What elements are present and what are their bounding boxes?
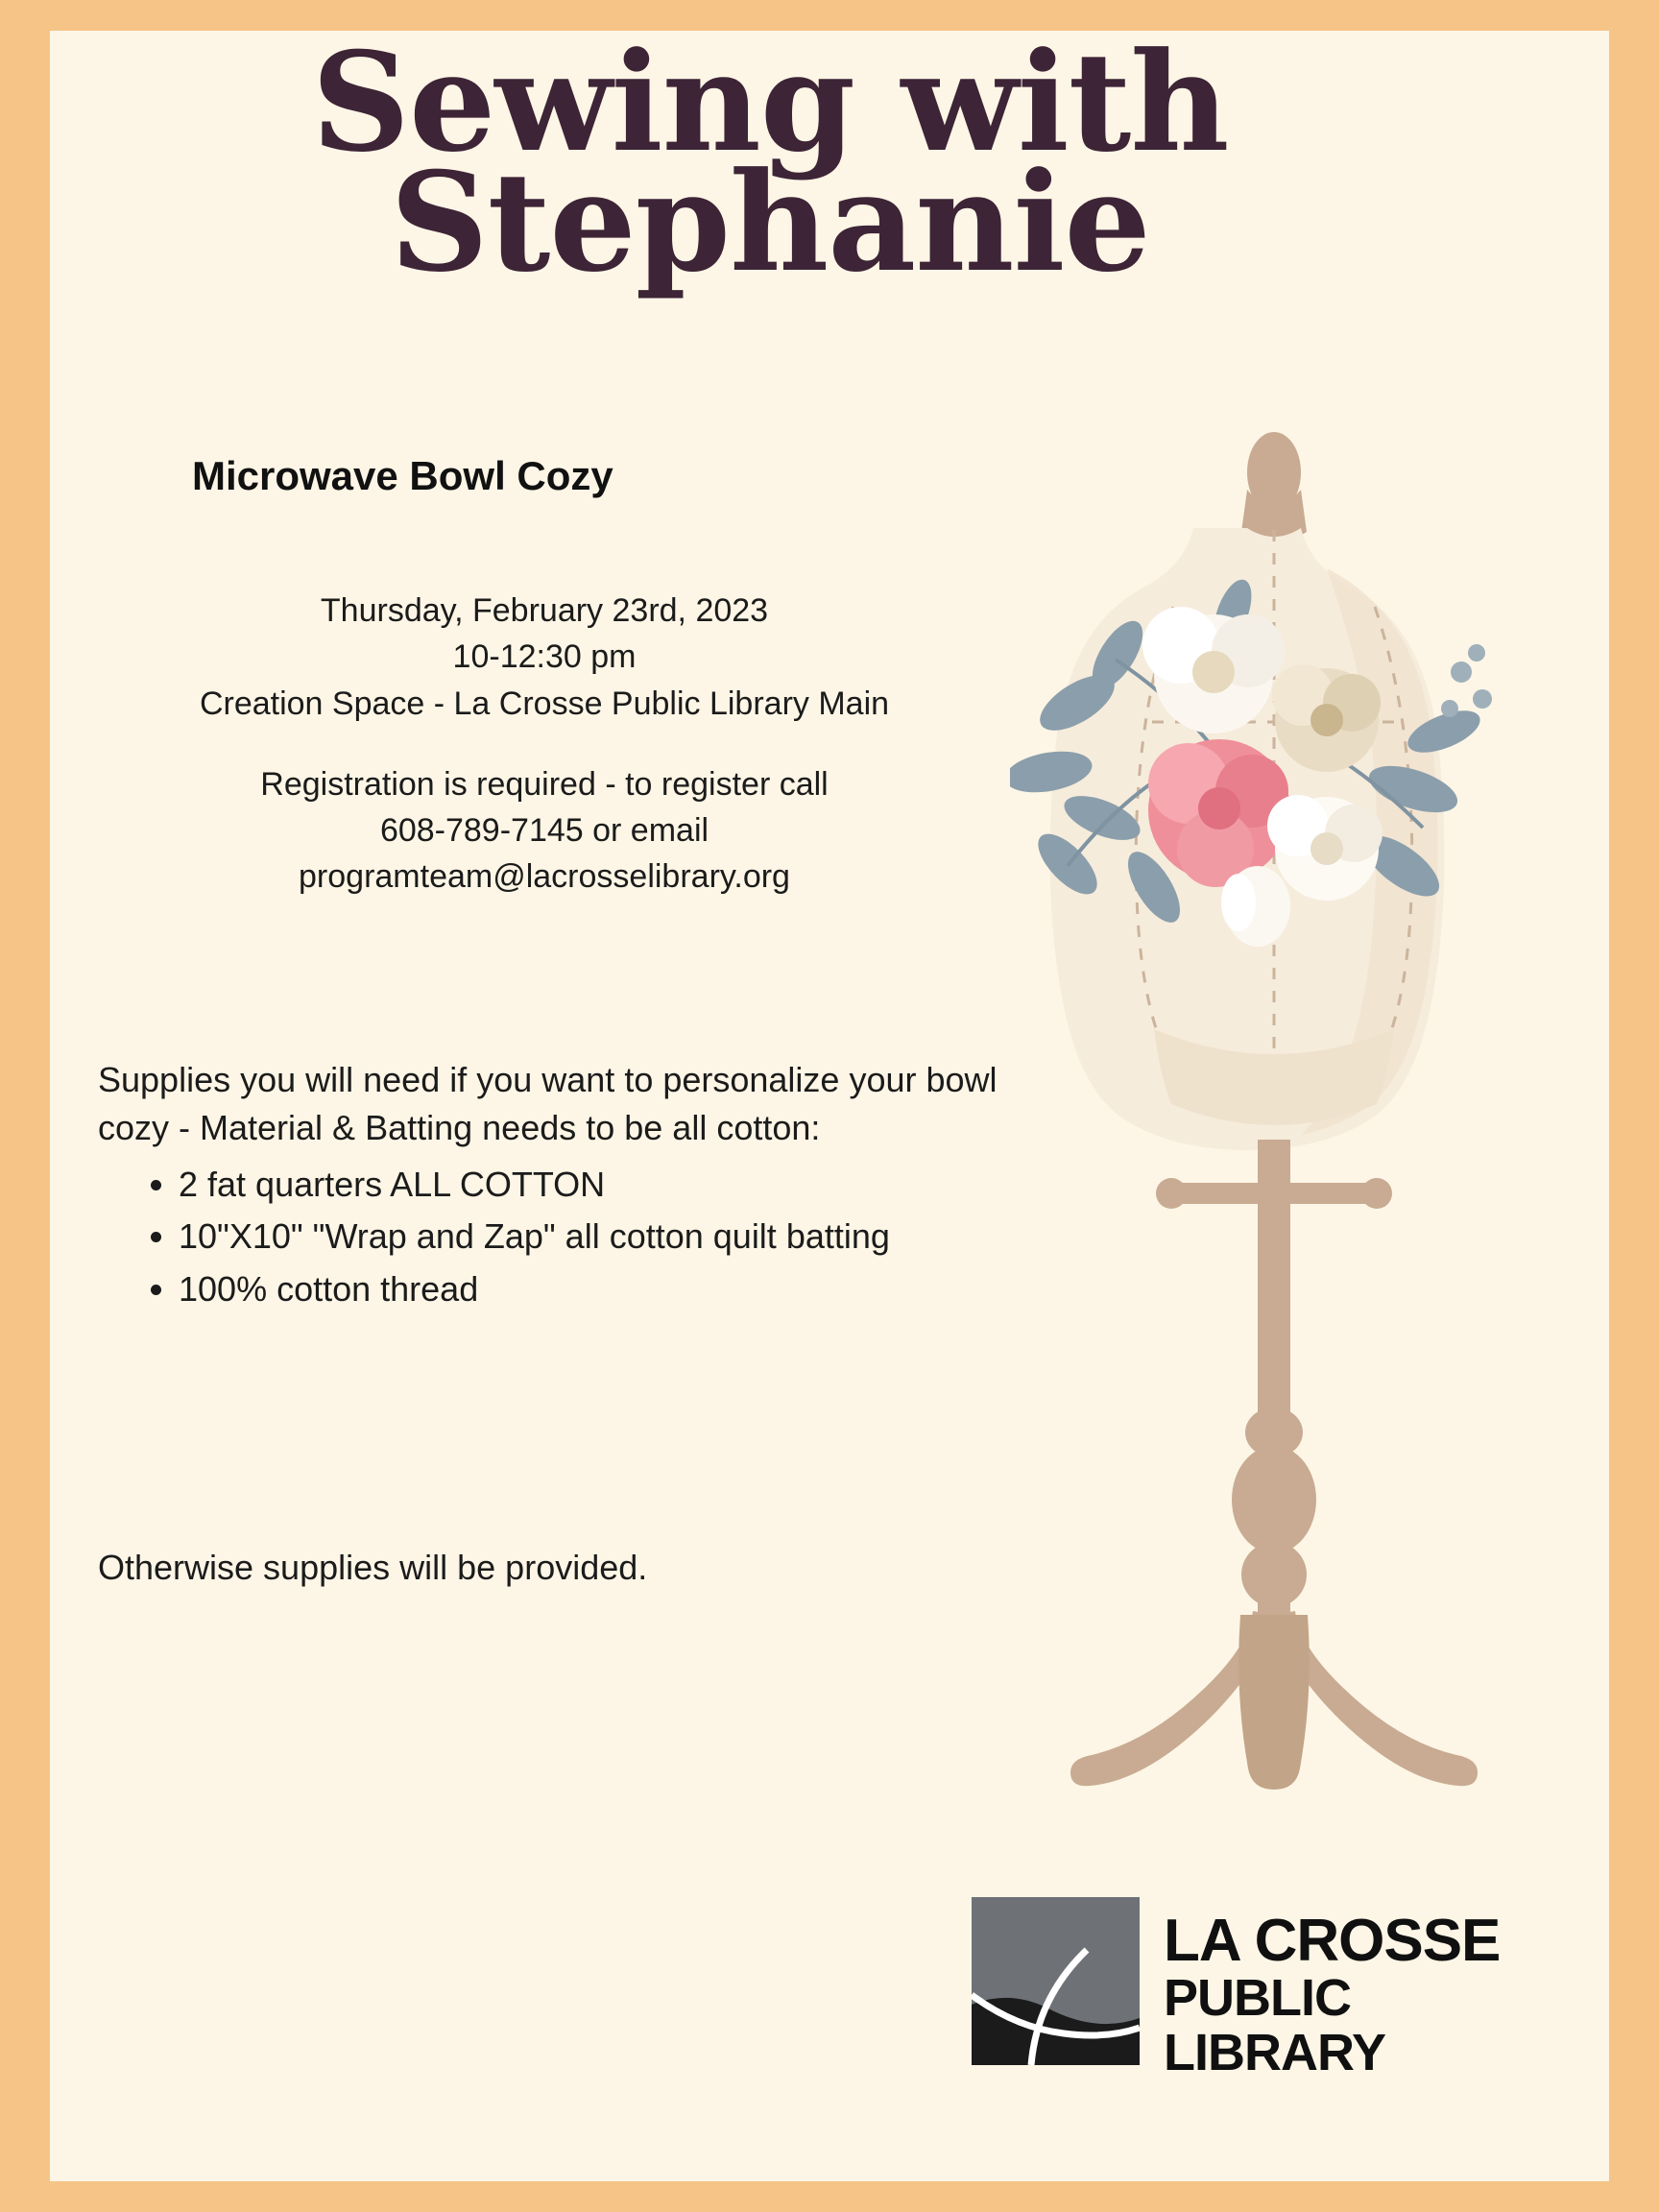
poster-content — [50, 23, 1609, 2181]
page-title — [50, 23, 1490, 302]
library-logo — [972, 1893, 1567, 2095]
event-location: Creation Space - La Crosse Public Library Main — [199, 685, 890, 722]
supplies-list — [98, 1161, 1058, 1313]
title-line-2: Stephanie — [390, 142, 1150, 302]
registration-phone: 608-789-7145 or email — [379, 812, 709, 850]
registration-line-1: Registration is required - to register call — [260, 765, 829, 803]
logo-line-2: PUBLIC LIBRARY — [1164, 1969, 1385, 2081]
title-line-1: Sewing with — [311, 23, 1229, 182]
supplies-intro: Supplies you will need if you want to personalize your bowl cozy - Material & Batting needs to be all cotton: — [98, 1060, 998, 1148]
list-item: • 100% cotton thread — [179, 1265, 1058, 1313]
event-date: Thursday, February 23rd, 2023 — [320, 592, 769, 629]
event-details — [50, 588, 1039, 901]
la-crosse-public-library-mark-icon — [972, 1897, 1140, 2065]
dress-form-illustration — [1010, 415, 1548, 1912]
logo-wordmark — [1164, 1908, 1567, 2081]
list-item: • 2 fat quarters ALL COTTON — [179, 1161, 1058, 1209]
supplies-closing: Otherwise supplies will be provided. — [98, 1548, 648, 1587]
supplies-section — [98, 1056, 1058, 1317]
details-spacer — [50, 727, 1039, 761]
registration-email: programteam@lacrosselibrary.org — [299, 858, 790, 896]
logo-line-1: LA CROSSE — [1164, 1908, 1501, 1974]
event-time: 10-12:30 pm — [452, 638, 637, 676]
list-item: • 10"X10" "Wrap and Zap" all cotton quilt batting — [179, 1213, 1058, 1261]
program-subtitle: Microwave Bowl Cozy — [192, 453, 613, 498]
